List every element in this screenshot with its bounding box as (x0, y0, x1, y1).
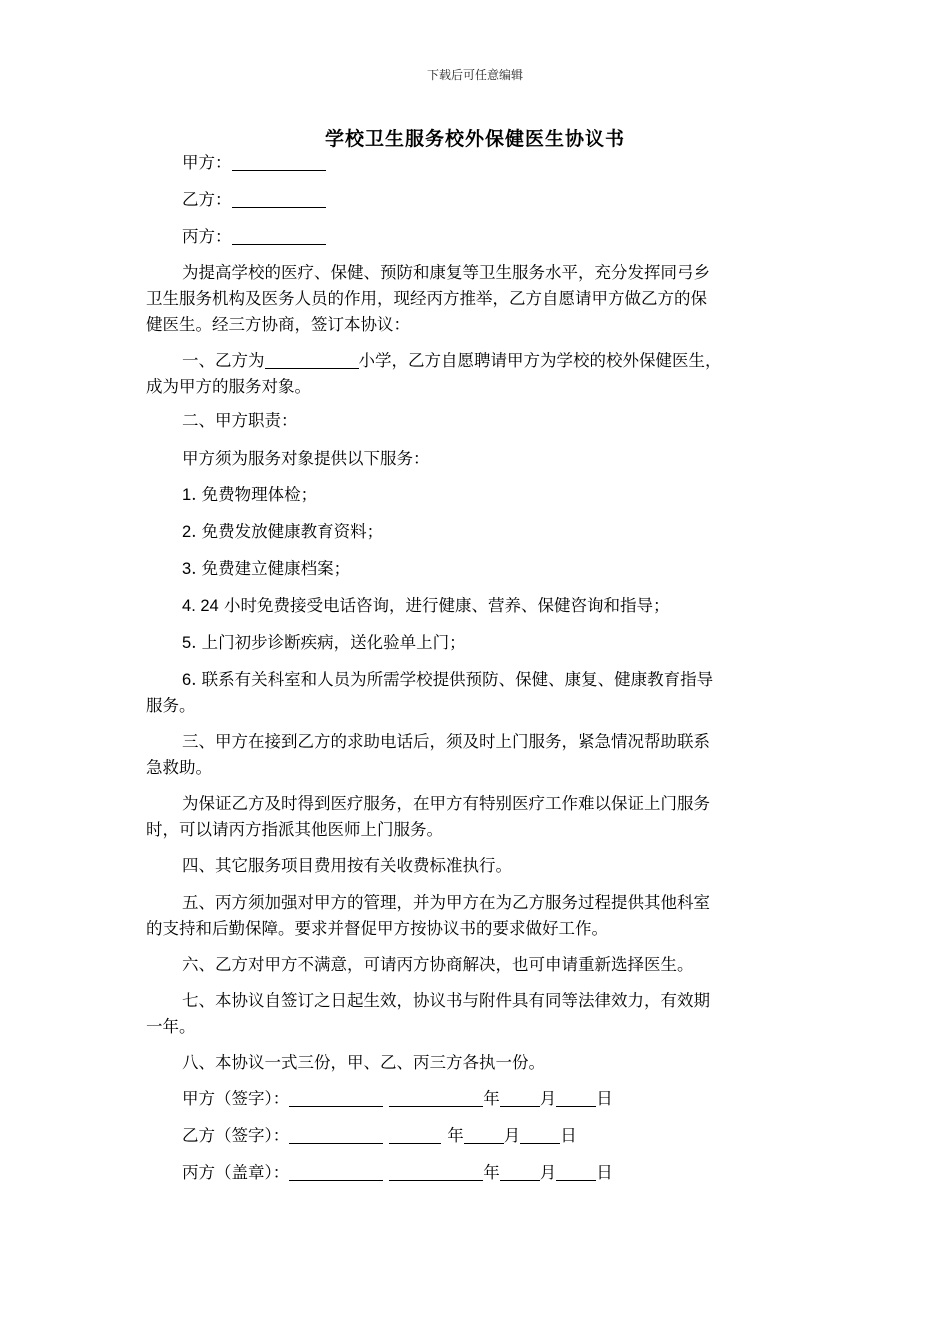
year-label: 年 (447, 1126, 464, 1145)
clause-1-line-2: 成为甲方的服务对象。 (146, 377, 311, 396)
clause-5-line-1: 五、丙方须加强对甲方的管理，并为甲方在为乙方服务过程提供其他科室 (182, 893, 710, 912)
intro-line-3: 健医生。经三方协商，签订本协议： (146, 315, 410, 334)
signature-b-blank (289, 1125, 383, 1144)
clause-3-line-1: 三、甲方在接到乙方的求助电话后，须及时上门服务，紧急情况帮助联系 (182, 732, 710, 751)
party-a-line (182, 150, 810, 176)
day-blank (520, 1125, 560, 1144)
clause-8: 八、本协议一式三份，甲、乙、丙三方各执一份。 (182, 1053, 545, 1072)
month-label: 月 (539, 1089, 557, 1108)
signature-c-blank (289, 1162, 383, 1181)
service-item-4 (182, 593, 810, 619)
clause-3-line-2: 急救助。 (146, 758, 212, 777)
service-item-1 (182, 482, 810, 508)
clause-1-suffix: 小学，乙方自愿聘请甲方为学校的校外保健医生， (358, 351, 722, 370)
service-5-text: . 上门初步诊断疾病，送化验单上门； (191, 633, 466, 652)
month-label: 月 (539, 1163, 557, 1182)
party-b-label: 乙方： (182, 190, 232, 209)
party-b-blank (232, 189, 326, 208)
service-2-text: . 免费发放健康教育资料； (191, 522, 384, 541)
school-name-blank (265, 350, 359, 369)
header-note: 下载后可任意编辑 (426, 68, 523, 82)
party-c-line (182, 224, 810, 250)
service-5-number: 5 (182, 634, 192, 652)
service-item-2 (182, 519, 810, 545)
service-6-number: 6 (182, 671, 192, 689)
clause-1-prefix: 一、乙方为 (182, 351, 265, 370)
day-label: 日 (560, 1126, 577, 1145)
signature-line-a (182, 1086, 810, 1112)
year-label: 年 (483, 1089, 500, 1108)
service-item-5 (182, 630, 810, 656)
guarantee-line-2: 时，可以请丙方指派其他医师上门服务。 (146, 820, 443, 839)
service-2-number: 2 (182, 523, 192, 541)
guarantee-line-1: 为保证乙方及时得到医疗服务，在甲方有特别医疗工作难以保证上门服务 (182, 794, 710, 813)
document-title: 学校卫生服务校外保健医生协议书 (324, 128, 625, 150)
day-blank (556, 1088, 596, 1107)
party-b-line (182, 187, 810, 213)
clause-2-title: 二、甲方职责： (182, 411, 298, 430)
signature-line-b (182, 1123, 810, 1149)
signature-a-label: 甲方（签字）： (182, 1089, 290, 1108)
clause-7-line-2: 一年。 (146, 1017, 196, 1036)
day-blank (556, 1162, 596, 1181)
service-4-hours: . 24 (191, 597, 219, 615)
signature-a-blank (289, 1088, 383, 1107)
intro-line-1: 为提高学校的医疗、保健、预防和康复等卫生服务水平，充分发挥同弓乡 (182, 263, 710, 282)
month-blank (464, 1125, 504, 1144)
service-3-number: 3 (182, 560, 192, 578)
party-a-label: 甲方： (182, 153, 232, 172)
day-label: 日 (596, 1089, 613, 1108)
month-label: 月 (503, 1126, 521, 1145)
clause-7-line-1: 七、本协议自签订之日起生效，协议书与附件具有同等法律效力，有效期 (182, 991, 710, 1010)
service-item-3 (182, 556, 810, 582)
service-item-6-line-2: 服务。 (146, 696, 196, 715)
clause-4: 四、其它服务项目费用按有关收费标准执行。 (182, 856, 512, 875)
signature-line-c (182, 1160, 810, 1186)
year-label: 年 (483, 1163, 500, 1182)
signature-c-blank-2 (389, 1162, 483, 1181)
service-4-number: 4 (182, 597, 192, 615)
clause-1-line-1 (182, 348, 810, 374)
clause-2-intro: 甲方须为服务对象提供以下服务： (182, 449, 430, 468)
service-1-number: 1 (182, 486, 192, 504)
month-blank (500, 1162, 540, 1181)
clause-5-line-2: 的支持和后勤保障。要求并督促甲方按协议书的要求做好工作。 (146, 919, 608, 938)
service-1-text: . 免费物理体检； (191, 485, 318, 504)
signature-a-blank-2 (389, 1088, 483, 1107)
party-a-blank (232, 152, 326, 171)
service-6-text: . 联系有关科室和人员为所需学校提供预防、保健、康复、健康教育指导 (191, 670, 714, 689)
intro-line-2: 卫生服务机构及医务人员的作用，现经丙方推举，乙方自愿请甲方做乙方的保 (146, 289, 707, 308)
signature-b-label: 乙方（签字）： (182, 1126, 290, 1145)
party-c-label: 丙方： (182, 227, 232, 246)
service-3-text: . 免费建立健康档案； (191, 559, 351, 578)
signature-b-blank-2 (389, 1125, 441, 1144)
service-item-6 (182, 667, 810, 693)
party-c-blank (232, 226, 326, 245)
signature-c-label: 丙方（盖章）： (182, 1163, 290, 1182)
month-blank (500, 1088, 540, 1107)
clause-6: 六、乙方对甲方不满意，可请丙方协商解决，也可申请重新选择医生。 (182, 955, 694, 974)
day-label: 日 (596, 1163, 613, 1182)
service-4-text: 小时免费接受电话咨询，进行健康、营养、保健咨询和指导； (218, 596, 670, 615)
